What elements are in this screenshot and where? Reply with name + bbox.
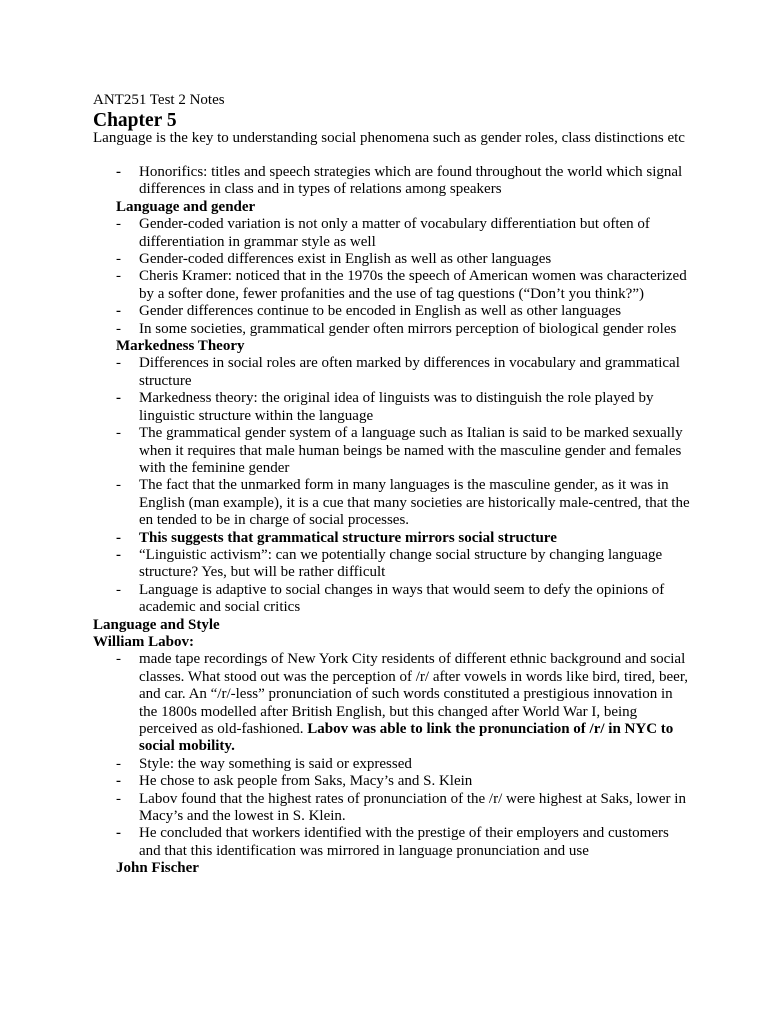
list-item: - Differences in social roles are often marked by differences in vocabulary and grammatical structure [116, 355, 680, 389]
bullet-dash: - [116, 477, 121, 494]
intro-paragraph: Language is the key to understanding social phenomena such as gender roles, class distinctions etc [93, 130, 685, 146]
bold-statement: Labov was able to link the pronunciation of /r/ in NYC to social mobility. [139, 721, 674, 755]
subheading-labov: William Labov: [93, 633, 194, 650]
notes-list [0, 164, 784, 878]
list-item: - made tape recordings of New York City residents of different ethnic background and social classes. What stood out was the perception of /r/ after vowels in words like bird, tired, beer, and car. An “/r/-less” pronunciation of such words constituted a prestigious innovation in the 1800s modelled after British English, but this changed after World War I, being perceived as old-fashioned. Labov was able to link the pronunciation of /r/ in NYC to social mobility. [116, 651, 688, 755]
bullet-dash: - [116, 355, 121, 372]
list-item: - In some societies, grammatical gender often mirrors perception of biological gender roles [116, 320, 677, 337]
list-item: - Gender differences continue to be encoded in English as well as other languages [116, 303, 622, 320]
section-heading-gender: Language and gender [116, 198, 256, 215]
list-item: - Gender-coded variation is not only a matter of vocabulary differentiation but often of differentiation in grammar style as well [116, 216, 650, 250]
bullet-dash: - [116, 790, 121, 807]
bullet-dash: - [116, 390, 121, 407]
bullet-dash: - [116, 773, 121, 790]
list-item: - Gender-coded differences exist in English as well as other languages [116, 251, 552, 268]
bullet-dash: - [116, 581, 121, 598]
list-item: - The fact that the unmarked form in many languages is the masculine gender, as it was in English (man example), it is a cue that many societies are historically male-centred, that the en tended to be in charge of social processes. [116, 477, 690, 529]
subheading-fischer: John Fischer [116, 860, 199, 877]
bold-statement: This suggests that grammatical structure mirrors social structure [139, 529, 557, 546]
list-item: - “Linguistic activism”: can we potentially change social structure by changing language structure? Yes, but will be rather difficult [116, 546, 663, 581]
list-item [0, 530, 690, 547]
list-item: - Language is adaptive to social changes in ways that would seem to defy the opinions of academic and social critics [116, 581, 665, 616]
list-item: - Markedness theory: the original idea of linguists was to distinguish the role played by linguistic structure within the language [116, 390, 654, 424]
chapter-heading: Chapter 5 [93, 110, 177, 131]
list-item: - The grammatical gender system of a language such as Italian is said to be marked sexually when it requires that male human beings be named with the masculine gender and females with the feminine gender [116, 425, 683, 476]
bullet-dash: - [116, 320, 121, 337]
list-item: - He concluded that workers identified with the prestige of their employers and customers and that this identification was mirrored in language pronunciation and use [116, 825, 669, 859]
bullet-dash: - [116, 216, 121, 233]
list-item: - Labov found that the highest rates of pronunciation of the /r/ were highest at Saks, lower in Macy’s and the lowest in S. Klein. [116, 790, 686, 825]
list-item: - Cheris Kramer: noticed that in the 1970s the speech of American women was characterized by a softer done, fewer profanities and the use of tag questions (“Don’t you think?”) [116, 268, 687, 302]
section-heading-style: Language and Style [93, 616, 220, 633]
bullet-dash: - [116, 164, 121, 180]
document-title: ANT251 Test 2 Notes [93, 92, 225, 108]
bullet-dash: - [116, 651, 121, 668]
list-item: - Style: the way something is said or expressed [116, 755, 412, 772]
bullet-dash: - [116, 268, 121, 285]
bullet-dash: - [116, 755, 121, 772]
bullet-dash: - [116, 251, 121, 268]
bullet-dash: - [116, 529, 121, 546]
list-item: - Honorifics: titles and speech strategies which are found throughout the world which signal differences in class and in types of relations among speakers [116, 164, 683, 198]
list-item: - He chose to ask people from Saks, Macy’s and S. Klein [116, 773, 473, 790]
bullet-dash: - [116, 303, 121, 320]
section-heading-markedness: Markedness Theory [116, 338, 245, 355]
bullet-dash: - [116, 825, 121, 842]
bullet-dash: - [116, 546, 121, 563]
bullet-dash: - [116, 425, 121, 442]
